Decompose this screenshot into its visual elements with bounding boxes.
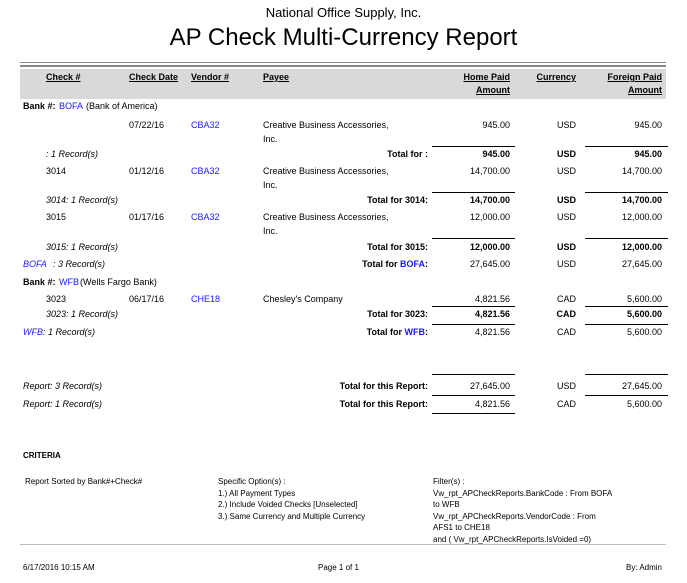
bank-record-count: : 1 Record(s)	[43, 327, 96, 337]
check-number: 3014	[46, 166, 67, 176]
currency: USD	[556, 149, 576, 159]
bank-total-total-code[interactable]: BOFA	[399, 259, 425, 269]
criteria-filter: Filter(s) :	[433, 477, 465, 486]
total-label: Total for 3023:	[367, 309, 428, 319]
foreign-amount: 14,700.00	[621, 166, 662, 176]
total-rule	[585, 192, 668, 193]
bank-name: (Bank of America)	[86, 101, 158, 111]
criteria-option: 3.) Same Currency and Multiple Currency	[218, 511, 366, 521]
home-amount: 4,821.56	[474, 399, 510, 409]
bank-record-count: : 3 Record(s)	[53, 259, 106, 269]
total-label: Total for 3015:	[367, 242, 428, 252]
total-rule	[432, 324, 515, 325]
criteria-filter: AFS1 to CHE18	[433, 523, 490, 532]
home-amount: 12,000.00	[469, 212, 510, 222]
foreign-amount: 5,600.00	[626, 294, 662, 304]
bank-records-code[interactable]: BOFA	[23, 259, 47, 269]
col-date: Check Date	[129, 72, 179, 82]
payee-line-2: Inc.	[263, 180, 278, 190]
currency: CAD	[556, 294, 576, 304]
total-rule	[432, 395, 515, 396]
home-amount: 945.00	[482, 149, 510, 159]
vendor-link[interactable]: CBA32	[191, 120, 220, 130]
home-amount: 4,821.56	[474, 294, 510, 304]
foreign-amount: 27,645.00	[621, 381, 662, 391]
vendor-link[interactable]: CHE18	[191, 294, 221, 304]
total-rule	[585, 324, 668, 325]
bank-total-label	[367, 327, 428, 338]
foreign-amount: 12,000.00	[621, 242, 662, 252]
bank-total-label	[362, 259, 428, 270]
total-rule	[585, 374, 668, 375]
criteria-heading: CRITERIA	[23, 451, 61, 460]
record-count: : 1 Record(s)	[46, 149, 99, 159]
currency: USD	[556, 212, 576, 222]
total-rule	[432, 146, 515, 147]
total-rule	[432, 238, 515, 239]
total-rule	[432, 374, 515, 375]
payee: Creative Business Accessories,	[263, 212, 389, 222]
currency: CAD	[556, 327, 576, 337]
criteria-sorted: Report Sorted by Bank#+Check#	[25, 477, 143, 486]
total-label: Total for :	[387, 149, 428, 159]
report-total-label: Total for this Report:	[339, 381, 428, 391]
currency: USD	[556, 242, 576, 252]
total-rule	[432, 306, 515, 307]
bank-total-total-code[interactable]: WFB	[404, 327, 425, 337]
foreign-amount: 12,000.00	[621, 212, 662, 222]
total-label: Total for 3014:	[367, 195, 428, 205]
foreign-amount: 5,600.00	[626, 309, 662, 319]
currency: USD	[556, 166, 576, 176]
check-date: 01/12/16	[129, 166, 165, 176]
criteria-option: 2.) Include Voided Checks [Unselected]	[218, 500, 358, 509]
check-date: 01/17/16	[129, 212, 165, 222]
payee: Creative Business Accessories,	[263, 120, 389, 130]
bank-code-link[interactable]: WFB	[59, 277, 79, 287]
foreign-amount: 5,600.00	[626, 399, 662, 409]
record-count: 3015: 1 Record(s)	[46, 242, 119, 252]
col-payee: Payee	[263, 72, 290, 82]
bank-code-link[interactable]: BOFA	[59, 101, 84, 111]
col-home-2: Amount	[476, 85, 510, 95]
company-name: National Office Supply, Inc.	[265, 5, 422, 20]
currency: CAD	[556, 309, 576, 319]
criteria-filter: and ( Vw_rpt_APCheckReports.IsVoided =0)	[433, 534, 592, 544]
total-rule	[432, 192, 515, 193]
bank-total-total-colon: :	[425, 259, 428, 269]
divider	[20, 65, 666, 67]
col-check: Check #	[46, 72, 81, 82]
bank-label: Bank #:	[23, 101, 56, 111]
foreign-amount: 5,600.00	[626, 327, 662, 337]
home-amount: 4,821.56	[474, 309, 510, 319]
foreign-amount: 945.00	[634, 120, 662, 130]
col-foreign-2: Amount	[628, 85, 662, 95]
total-rule	[585, 238, 668, 239]
home-amount: 27,645.00	[469, 381, 510, 391]
home-amount: 945.00	[482, 120, 510, 130]
footer-user: By: Admin	[625, 563, 662, 572]
bank-total-total-colon: :	[425, 327, 428, 337]
home-amount: 4,821.56	[474, 327, 510, 337]
foreign-amount: 27,645.00	[621, 259, 662, 269]
home-amount: 14,700.00	[469, 166, 510, 176]
bank-name: (Wells Fargo Bank)	[80, 277, 157, 287]
currency: USD	[556, 259, 576, 269]
currency: USD	[556, 120, 576, 130]
record-count: 3023: 1 Record(s)	[46, 309, 119, 319]
bank-label: Bank #:	[23, 277, 56, 287]
bank-total-total-label: Total for	[366, 327, 405, 337]
currency: USD	[556, 381, 576, 391]
home-amount: 27,645.00	[469, 259, 510, 269]
check-number: 3015	[46, 212, 67, 222]
check-date: 06/17/16	[129, 294, 165, 304]
payee: Chesley's Company	[263, 294, 343, 304]
col-foreign-1: Foreign Paid	[607, 72, 662, 82]
col-home-1: Home Paid	[463, 72, 510, 82]
report-title: AP Check Multi-Currency Report	[169, 24, 518, 51]
report-record-count: Report: 3 Record(s)	[23, 381, 103, 391]
criteria-filter: Vw_rpt_APCheckReports.VendorCode : From	[433, 511, 596, 521]
foreign-amount: 945.00	[634, 149, 662, 159]
vendor-link[interactable]: CBA32	[191, 212, 220, 222]
payee-line-2: Inc.	[263, 134, 278, 144]
report-total-label: Total for this Report:	[339, 399, 428, 409]
check-date: 07/22/16	[129, 120, 165, 130]
currency: USD	[556, 195, 576, 205]
payee: Creative Business Accessories,	[263, 166, 389, 176]
total-rule	[585, 395, 668, 396]
report-record-count: Report: 1 Record(s)	[23, 399, 103, 409]
home-amount: 14,700.00	[469, 195, 510, 205]
footer-datetime: 6/17/2016 10:15 AM	[23, 563, 95, 572]
criteria-filter: to WFB	[433, 500, 460, 509]
bank-total-total-label: Total for	[362, 259, 400, 269]
criteria-option: 1.) All Payment Types	[218, 488, 296, 498]
total-rule	[585, 146, 668, 147]
record-count: 3014: 1 Record(s)	[46, 195, 119, 205]
divider	[20, 62, 666, 63]
payee-line-2: Inc.	[263, 226, 278, 236]
total-rule	[432, 413, 515, 414]
criteria-filter: Vw_rpt_APCheckReports.BankCode : From BOFA	[433, 488, 613, 498]
foreign-amount: 14,700.00	[621, 195, 662, 205]
criteria-option: Specific Option(s) :	[218, 477, 286, 486]
col-vendor: Vendor #	[191, 72, 230, 82]
vendor-link[interactable]: CBA32	[191, 166, 220, 176]
total-rule	[585, 306, 668, 307]
home-amount: 12,000.00	[469, 242, 510, 252]
bank-records-code[interactable]: WFB	[23, 327, 43, 337]
col-currency: Currency	[536, 72, 576, 82]
check-number: 3023	[46, 294, 67, 304]
currency: CAD	[556, 399, 576, 409]
footer-page: Page 1 of 1	[318, 563, 359, 572]
